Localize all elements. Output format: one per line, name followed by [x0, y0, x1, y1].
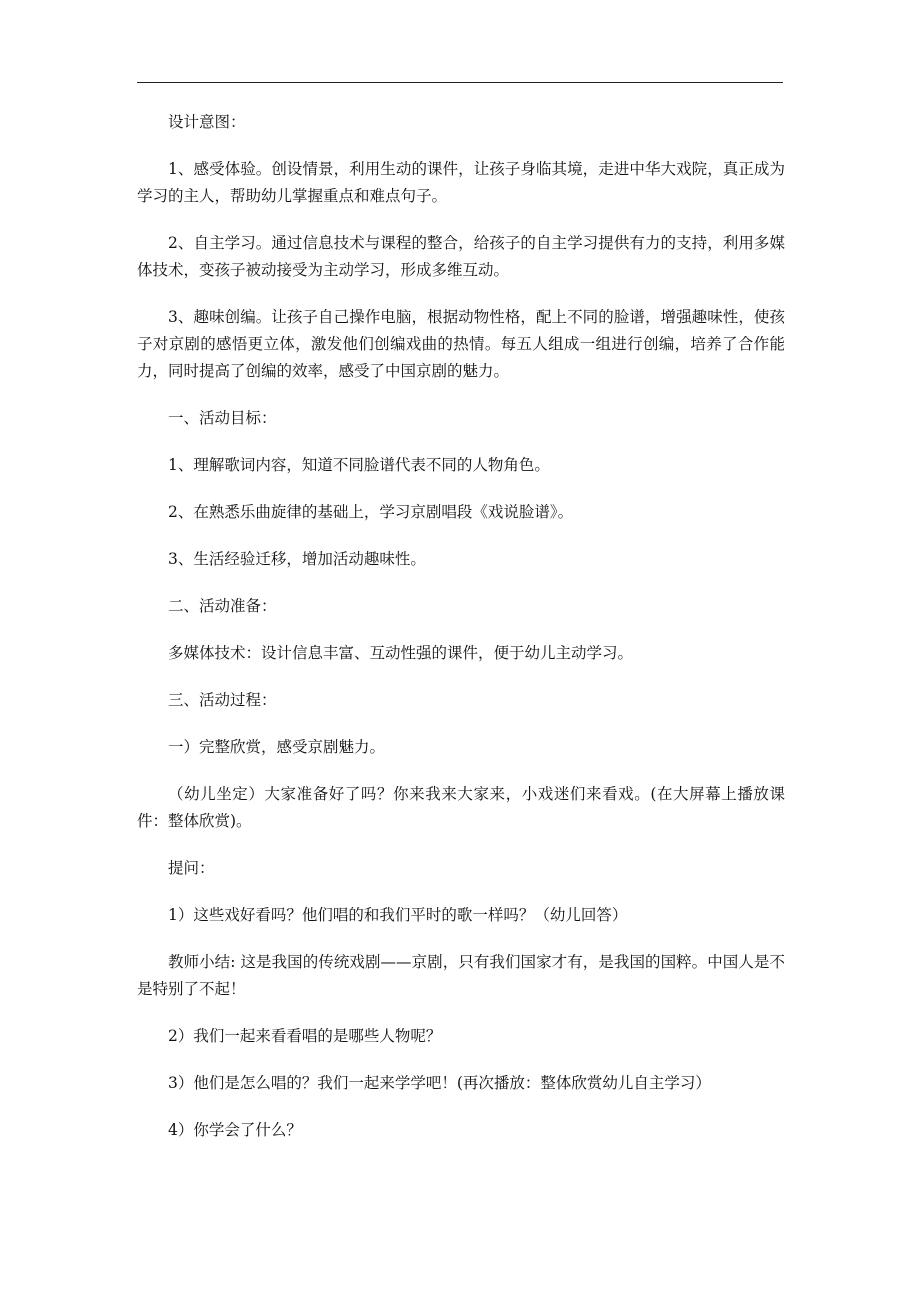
paragraph-preparation-detail: 多媒体技术：设计信息丰富、互动性强的课件，便于幼儿主动学习。: [168, 644, 634, 662]
paragraph-preparation-heading: 二、活动准备：: [168, 597, 277, 615]
paragraph-design-intent-heading: 设计意图：: [168, 113, 246, 131]
document-body: [137, 109, 785, 1164]
paragraph-question-4: 4）你学会了什么？: [168, 1121, 302, 1139]
paragraph-goal-1: 1、理解歌词内容，知道不同脸谱代表不同的人物角色。: [168, 456, 550, 474]
paragraph-design-point-3: 3、趣味创编。让孩子自己操作电脑，根据动物性格，配上不同的脸谱，增强趣味性，使孩子对京剧的感悟更立体，激发他们创编戏曲的热情。每五人组成一组进行创编，培养了合作能力，同时提高了创编的效率，感受了中国京剧的魅力。: [137, 308, 785, 380]
paragraph-question-1: 1）这些戏好看吗？他们唱的和我们平时的歌一样吗？（幼儿回答）: [168, 906, 628, 924]
paragraph-goal-3: 3、生活经验迁移，增加活动趣味性。: [168, 550, 426, 568]
paragraph-question-2: 2）我们一起来看看唱的是哪些人物呢？: [168, 1027, 442, 1045]
paragraph-step-1-intro: （幼儿坐定）大家准备好了吗？你来我来大家来，小戏迷们来看戏。(在大屏幕上播放课件：整体欣赏)。: [137, 785, 785, 830]
paragraph-process-heading: 三、活动过程：: [168, 691, 277, 709]
paragraph-teacher-summary: 教师小结: 这是我国的传统戏剧——京剧，只有我们国家才有，是我国的国粹。中国人是不是特别了不起！: [137, 953, 785, 998]
paragraph-questions-label: 提问：: [168, 859, 215, 877]
paragraph-step-1-heading: 一）完整欣赏，感受京剧魅力。: [168, 738, 386, 756]
header-rule: [137, 82, 783, 83]
paragraph-design-point-2: 2、自主学习。通过信息技术与课程的整合，给孩子的自主学习提供有力的支持，利用多媒体技术，变孩子被动接受为主动学习，形成多维互动。: [137, 234, 785, 279]
paragraph-design-point-1: 1、感受体验。创设情景，利用生动的课件，让孩子身临其境，走进中华大戏院，真正成为学习的主人，帮助幼儿掌握重点和难点句子。: [137, 160, 785, 205]
paragraph-goals-heading: 一、活动目标：: [168, 409, 277, 427]
paragraph-goal-2: 2、在熟悉乐曲旋律的基础上，学习京剧唱段《戏说脸谱》。: [168, 503, 574, 521]
paragraph-question-3: 3）他们是怎么唱的？我们一起来学学吧！(再次播放：整体欣赏幼儿自主学习）: [168, 1074, 711, 1092]
